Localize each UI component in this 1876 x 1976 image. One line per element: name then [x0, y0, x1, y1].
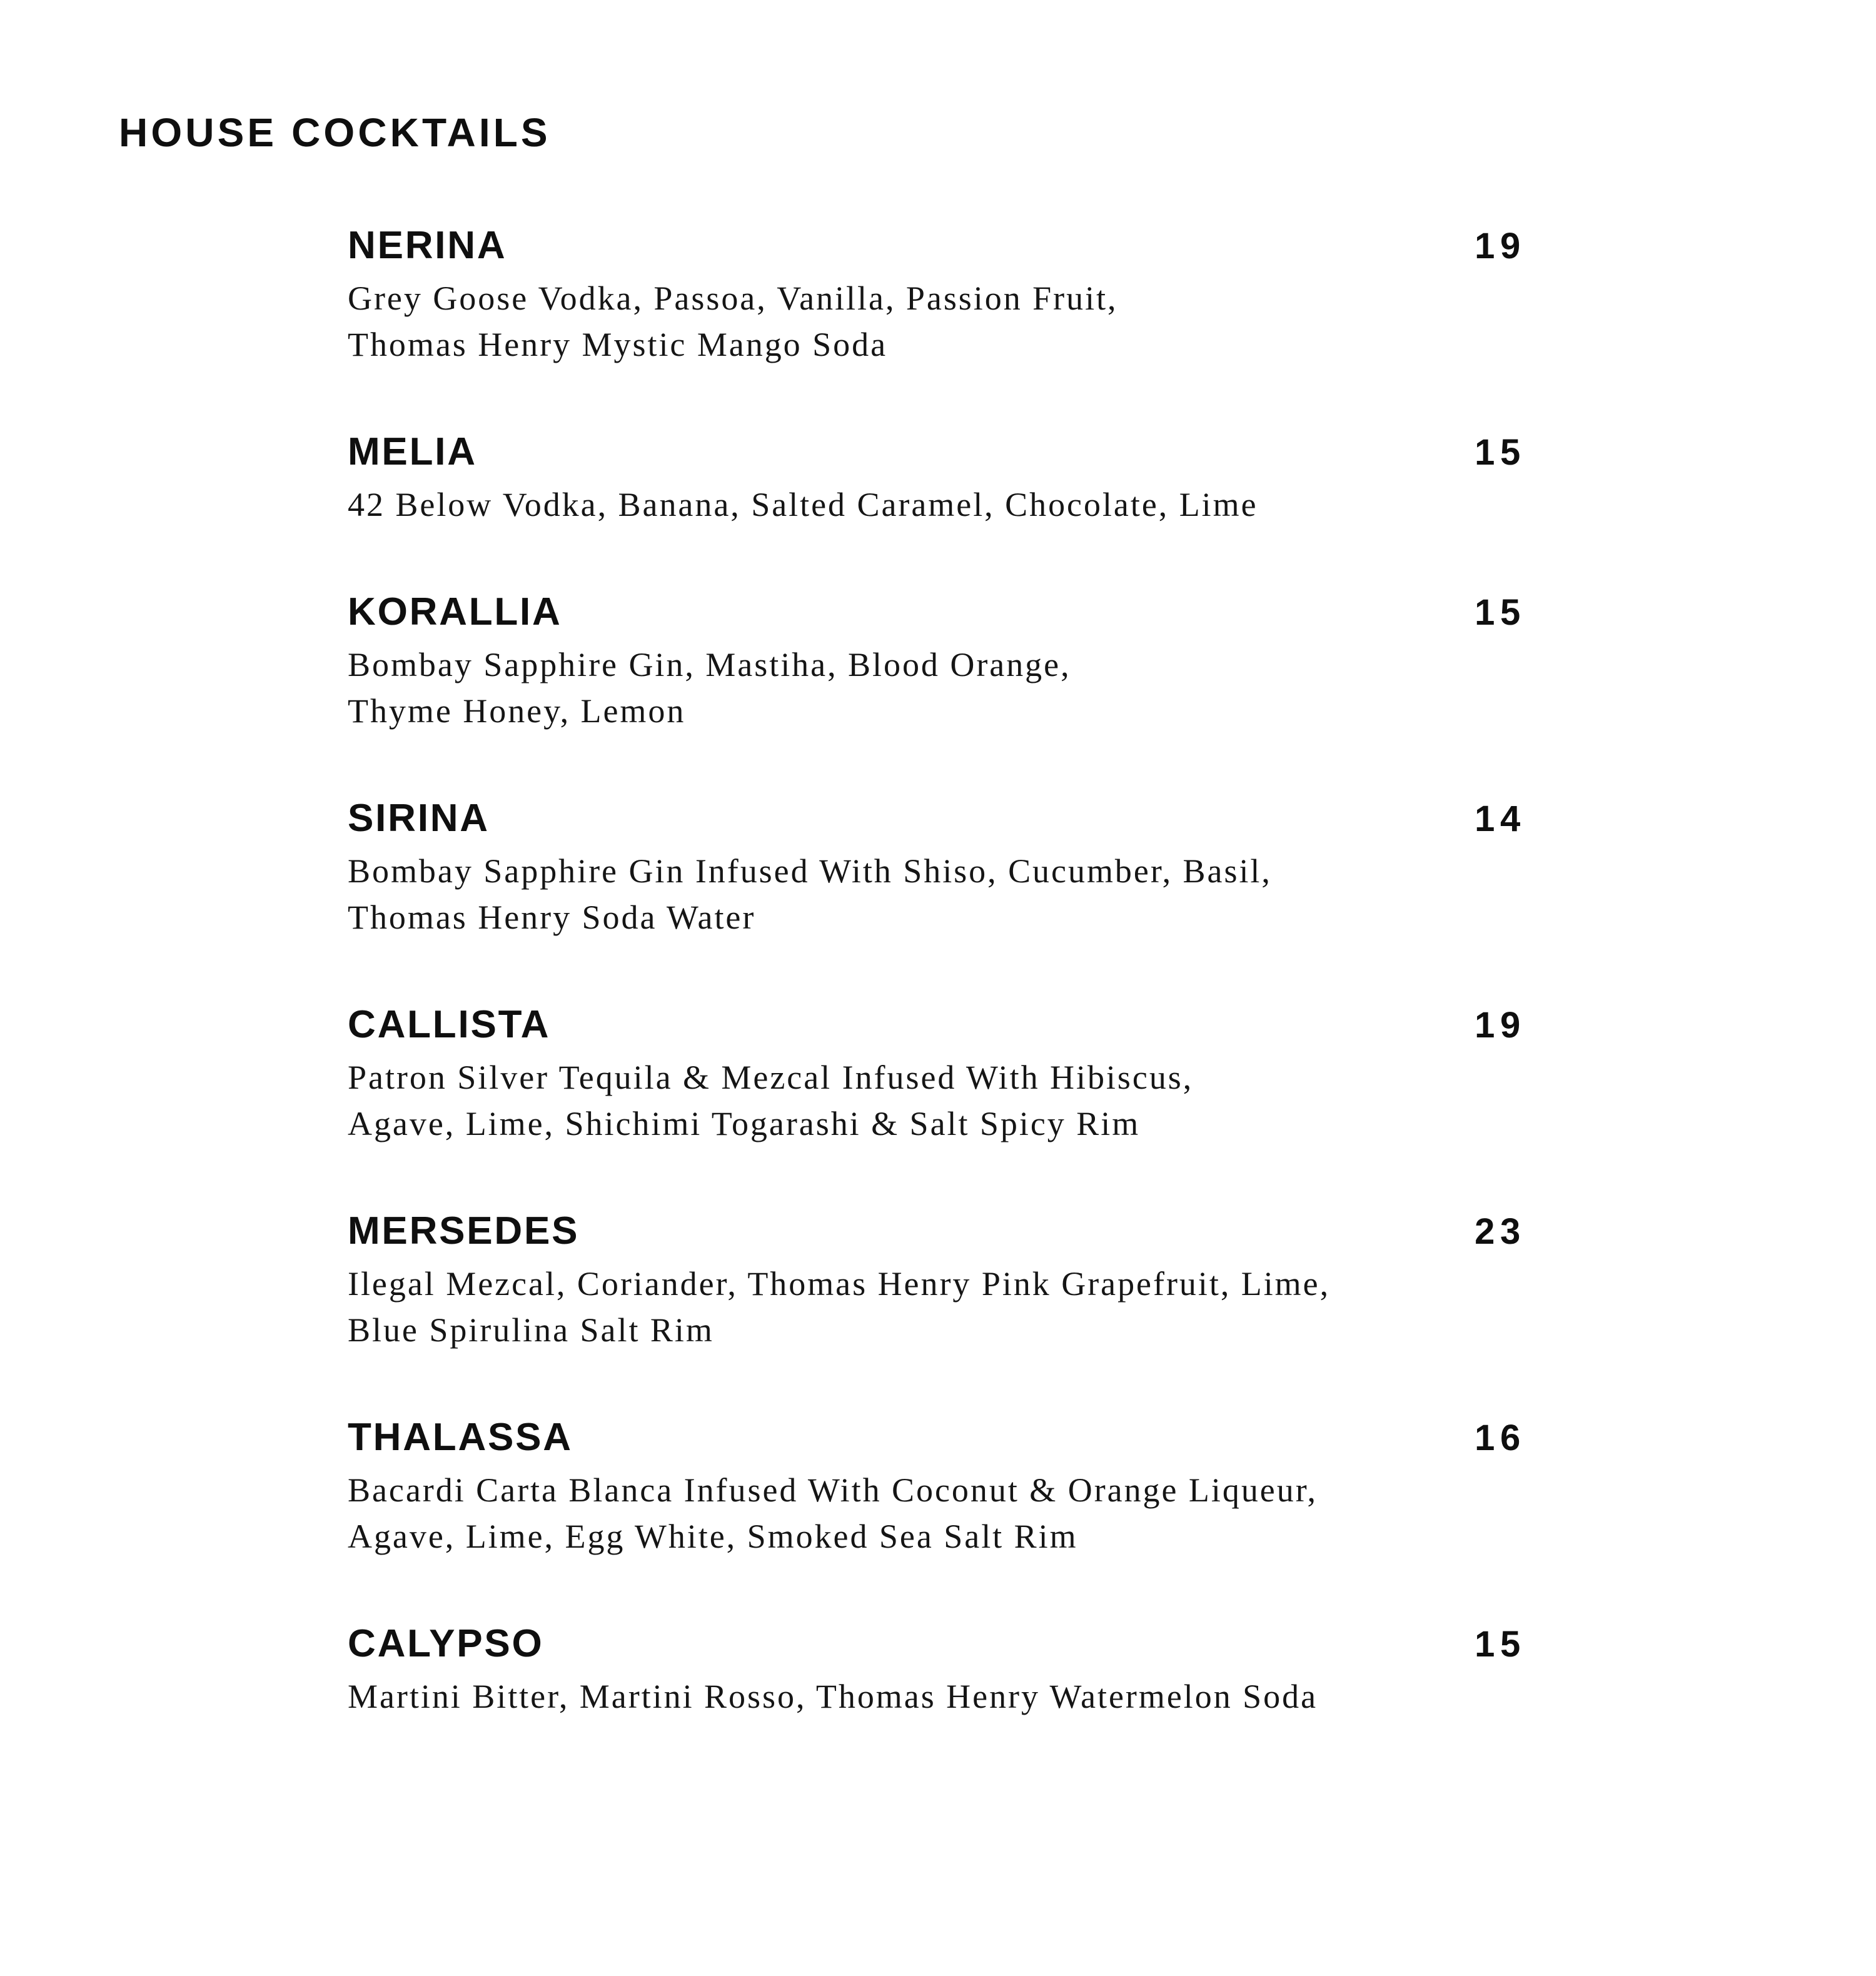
item-price: 15: [1475, 432, 1526, 473]
menu-items-list: [348, 226, 1526, 1720]
menu-item: [348, 1418, 1526, 1560]
item-description: [348, 1467, 1526, 1560]
item-description-line: Ilegal Mezcal, Coriander, Thomas Henry Pink Grapefruit, Lime,: [348, 1265, 1331, 1303]
item-description: [348, 1054, 1526, 1147]
item-header: [348, 799, 1526, 838]
menu-item: [348, 799, 1526, 940]
menu-item: [348, 1209, 1526, 1353]
item-description-line: 42 Below Vodka, Banana, Salted Caramel, Chocolate, Lime: [348, 486, 1258, 523]
item-name: CALLISTA: [348, 1003, 551, 1046]
item-name: NERINA: [348, 224, 507, 267]
item-description-line: Bombay Sapphire Gin, Mastiha, Blood Orange,: [348, 646, 1071, 683]
item-name: KORALLIA: [348, 590, 562, 633]
item-description-line: Grey Goose Vodka, Passoa, Vanilla, Passion Fruit,: [348, 280, 1118, 317]
item-description-line: Agave, Lime, Shichimi Togarashi & Salt Spicy Rim: [348, 1105, 1141, 1142]
item-header: [348, 1209, 1526, 1253]
item-price: 14: [1475, 799, 1526, 839]
item-price: 19: [1475, 1005, 1526, 1046]
item-price: 15: [1475, 592, 1526, 633]
item-description-line: Blue Spirulina Salt Rim: [348, 1311, 714, 1349]
menu-item: [348, 1622, 1526, 1720]
item-header: [348, 590, 1526, 633]
item-header: [348, 1003, 1526, 1046]
item-price: 15: [1475, 1624, 1526, 1665]
item-price: 16: [1475, 1418, 1526, 1458]
item-description: [348, 642, 1526, 734]
item-description-line: Patron Silver Tequila & Mezcal Infused With Hibiscus,: [348, 1059, 1194, 1096]
item-header: [348, 226, 1526, 265]
item-header: [348, 1418, 1526, 1457]
menu-item: [348, 590, 1526, 734]
item-header: [348, 1622, 1526, 1665]
item-description-line: Thomas Henry Mystic Mango Soda: [348, 326, 888, 363]
item-name: THALASSA: [348, 1416, 573, 1459]
menu-item: [348, 1003, 1526, 1147]
item-description: [348, 1673, 1526, 1720]
item-description: [348, 481, 1526, 528]
item-header: [348, 430, 1526, 473]
item-description-line: Bombay Sapphire Gin Infused With Shiso, Cucumber, Basil,: [348, 852, 1272, 890]
item-description-line: Thomas Henry Soda Water: [348, 899, 756, 936]
item-description: [348, 848, 1526, 940]
item-description: [348, 275, 1526, 368]
item-name: MERSEDES: [348, 1209, 580, 1253]
item-name: SIRINA: [348, 797, 490, 840]
item-price: 23: [1475, 1211, 1526, 1252]
menu-item: [348, 430, 1526, 528]
item-description-line: Bacardi Carta Blanca Infused With Coconut & Orange Liqueur,: [348, 1471, 1318, 1509]
item-price: 19: [1475, 226, 1526, 266]
menu-item: [348, 226, 1526, 368]
item-description-line: Agave, Lime, Egg White, Smoked Sea Salt Rim: [348, 1518, 1078, 1555]
section-title: HOUSE COCKTAILS: [119, 110, 551, 155]
item-description: [348, 1261, 1526, 1353]
item-name: CALYPSO: [348, 1622, 544, 1665]
item-name: MELIA: [348, 430, 477, 473]
item-description-line: Thyme Honey, Lemon: [348, 692, 686, 730]
item-description-line: Martini Bitter, Martini Rosso, Thomas Henry Watermelon Soda: [348, 1678, 1318, 1715]
